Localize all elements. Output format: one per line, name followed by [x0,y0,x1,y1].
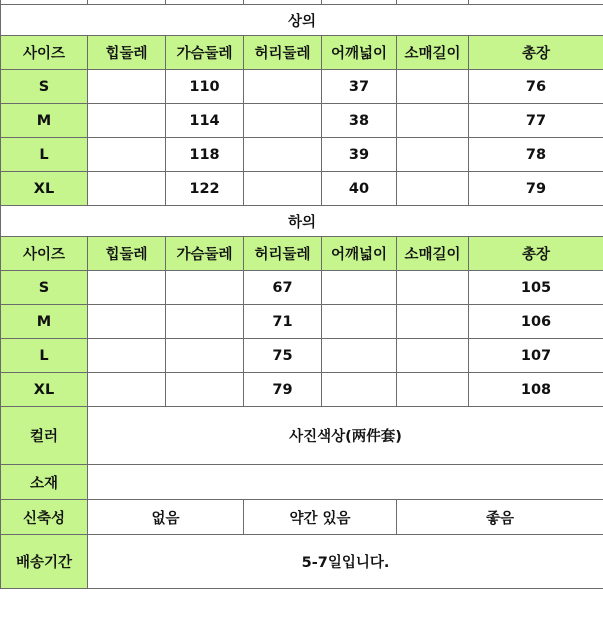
table-cell [397,373,469,407]
table-cell: 71 [244,305,322,339]
table-cell [166,271,244,305]
color-value: 사진색상(两件套) [88,407,603,465]
table-cell: 108 [469,373,603,407]
material-row [1,465,603,500]
table-cell [244,104,322,138]
top-section-title: 상의 [1,5,603,36]
table-cell: 107 [469,339,603,373]
top-row-l [1,138,603,172]
table-cell [88,339,166,373]
table-cell [397,70,469,104]
stretch-row [1,500,603,535]
table-cell: 76 [469,70,603,104]
bottom-section-title: 하의 [1,206,603,237]
material-value [88,465,603,500]
top-header-row [1,36,603,70]
table-cell [88,373,166,407]
table-cell: 75 [244,339,322,373]
table-cell: 37 [322,70,397,104]
shipping-value: 5-7일입니다. [88,535,603,589]
table-cell: 67 [244,271,322,305]
top-row-s [1,70,603,104]
size-label: L [1,138,88,172]
table-cell: 79 [469,172,603,206]
bottom-row-xl [1,373,603,407]
bottom-row-l [1,339,603,373]
table-cell: 38 [322,104,397,138]
color-row [1,407,603,465]
table-cell: 118 [166,138,244,172]
stretch-option-none: 없음 [88,500,244,535]
top-row-xl [1,172,603,206]
table-cell [397,138,469,172]
size-label: S [1,70,88,104]
stretch-option-slight: 약간 있음 [244,500,397,535]
shipping-label: 배송기간 [1,535,88,589]
color-label: 컬러 [1,407,88,465]
table-cell: 122 [166,172,244,206]
table-cell: 39 [322,138,397,172]
table-cell [244,70,322,104]
top-header-sleeve: 소매길이 [397,36,469,70]
table-cell [322,339,397,373]
table-cell [397,104,469,138]
material-label: 소재 [1,465,88,500]
bottom-header-length: 총장 [469,237,603,271]
table-cell [244,138,322,172]
bottom-header-size: 사이즈 [1,237,88,271]
top-header-waist: 허리둘레 [244,36,322,70]
size-label: XL [1,172,88,206]
table-cell [397,339,469,373]
bottom-row-s [1,271,603,305]
table-cell [166,305,244,339]
bottom-header-shoulder: 어깨넓이 [322,237,397,271]
table-cell: 79 [244,373,322,407]
bottom-header-sleeve: 소매길이 [397,237,469,271]
bottom-header-row [1,237,603,271]
table-cell [322,305,397,339]
top-header-size: 사이즈 [1,36,88,70]
top-section-title-row [1,5,603,36]
shipping-row [1,535,603,589]
size-label: M [1,305,88,339]
table-cell [166,373,244,407]
table-cell: 77 [469,104,603,138]
table-cell [397,172,469,206]
table-cell: 114 [166,104,244,138]
size-label: L [1,339,88,373]
table-cell [397,305,469,339]
size-label: XL [1,373,88,407]
table-cell [322,271,397,305]
table-cell: 106 [469,305,603,339]
bottom-header-waist: 허리둘레 [244,237,322,271]
table-cell: 40 [322,172,397,206]
stretch-label: 신축성 [1,500,88,535]
table-cell [88,305,166,339]
table-cell [88,70,166,104]
stretch-option-good: 좋음 [397,500,603,535]
bottom-section-title-row [1,206,603,237]
top-row-m [1,104,603,138]
table-cell: 105 [469,271,603,305]
top-header-shoulder: 어깨넓이 [322,36,397,70]
table-cell [88,138,166,172]
table-cell [322,373,397,407]
table-cell [397,271,469,305]
table-cell [88,271,166,305]
table-cell: 78 [469,138,603,172]
table-cell [88,104,166,138]
table-cell: 110 [166,70,244,104]
size-label: S [1,271,88,305]
table-cell [166,339,244,373]
bottom-row-m [1,305,603,339]
size-label: M [1,104,88,138]
top-header-length: 총장 [469,36,603,70]
bottom-header-chest: 가슴둘레 [166,237,244,271]
table-cell [244,172,322,206]
top-header-hip: 힙둘레 [88,36,166,70]
top-header-chest: 가슴둘레 [166,36,244,70]
table-cell [88,172,166,206]
bottom-header-hip: 힙둘레 [88,237,166,271]
